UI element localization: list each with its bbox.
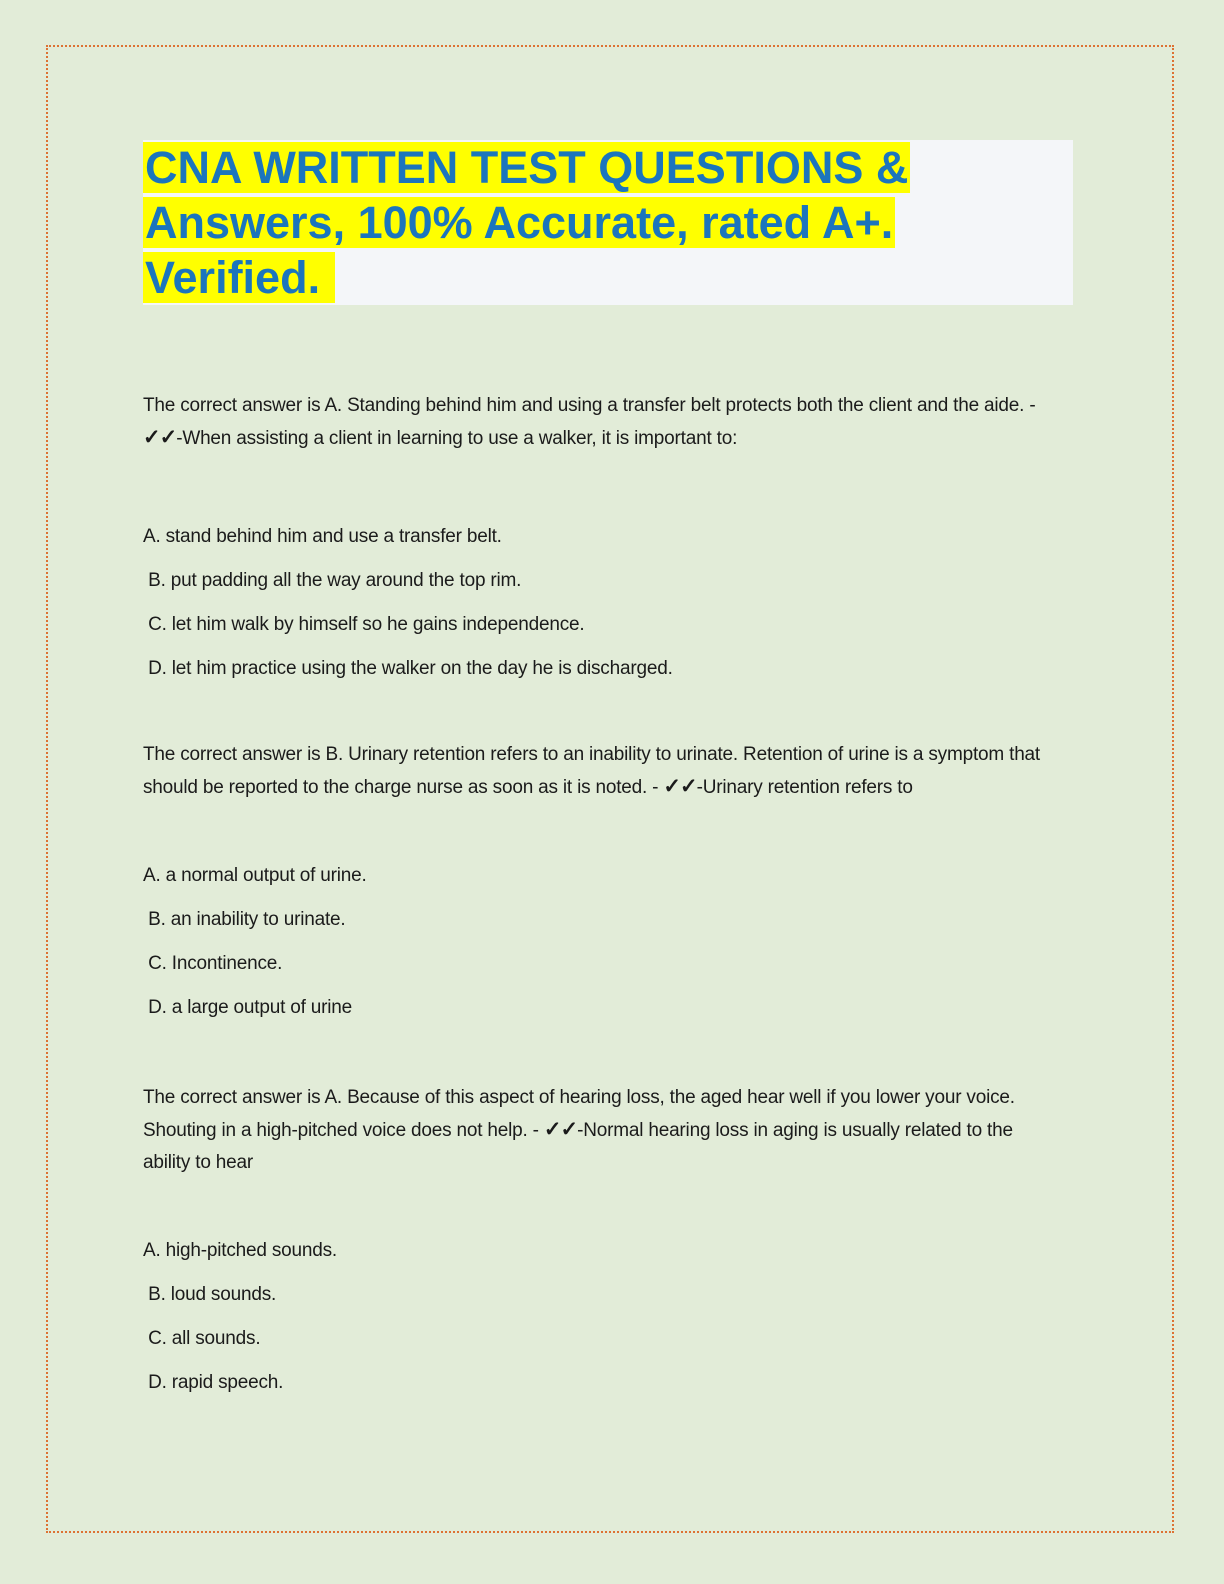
options-list <box>143 1235 1078 1398</box>
title-line-2: Answers, 100% Accurate, rated A+. <box>145 197 894 248</box>
option-item-c: C. all sounds. <box>143 1328 261 1349</box>
answer-paragraph <box>143 1082 1055 1179</box>
option-item-a: A. high-pitched sounds. <box>143 1240 337 1261</box>
answer-explanation-text: The correct answer is A. Standing behind him and using a transfer belt protects both the client and the aide. - <box>143 395 1036 416</box>
question-block-2 <box>143 739 1078 1023</box>
option-item-d: D. a large output of urine <box>143 997 353 1018</box>
document-title <box>143 140 1073 305</box>
option-item-a: A. stand behind him and use a transfer belt. <box>143 526 502 547</box>
answer-explanation-text: The correct answer is A. Because of this aspect of hearing loss, the aged hear well if you lower your voice. Shouting in a high-pitched voice does not help. - <box>143 1087 1015 1141</box>
title-line-3: Verified. <box>145 252 333 303</box>
option-item-c: C. Incontinence. <box>143 953 283 974</box>
answer-paragraph <box>143 390 1055 455</box>
document-content <box>143 140 1078 1411</box>
answer-explanation-text: The correct answer is B. Urinary retention refers to an inability to urinate. Retention of urine is a symptom that should be reported to the charge nurse as soon as it is noted. - <box>143 744 1041 798</box>
option-item-b: B. loud sounds. <box>143 1284 277 1305</box>
question-block-1 <box>143 390 1078 684</box>
options-list <box>143 860 1078 1023</box>
double-checkmark-icon: ✓✓ <box>543 1118 578 1141</box>
question-text: -When assisting a client in learning to use a walker, it is important to: <box>176 428 738 449</box>
option-item-a: A. a normal output of urine. <box>143 865 367 886</box>
double-checkmark-icon: ✓✓ <box>663 775 697 798</box>
option-item-d: D. rapid speech. <box>143 1372 284 1393</box>
option-item-b: B. put padding all the way around the top rim. <box>143 570 522 591</box>
option-item-d: D. let him practice using the walker on the day he is discharged. <box>143 658 673 679</box>
question-text: -Urinary retention refers to <box>696 777 913 798</box>
option-item-b: B. an inability to urinate. <box>143 909 346 930</box>
answer-paragraph <box>143 739 1055 804</box>
double-checkmark-icon: ✓✓ <box>143 426 177 449</box>
question-text: -Normal hearing loss in aging is usually related to the ability to hear <box>143 1120 1013 1173</box>
options-list <box>143 521 1078 684</box>
option-item-c: C. let him walk by himself so he gains independence. <box>143 614 585 635</box>
title-line-1: CNA WRITTEN TEST QUESTIONS & <box>145 142 909 193</box>
question-block-3 <box>143 1082 1078 1398</box>
